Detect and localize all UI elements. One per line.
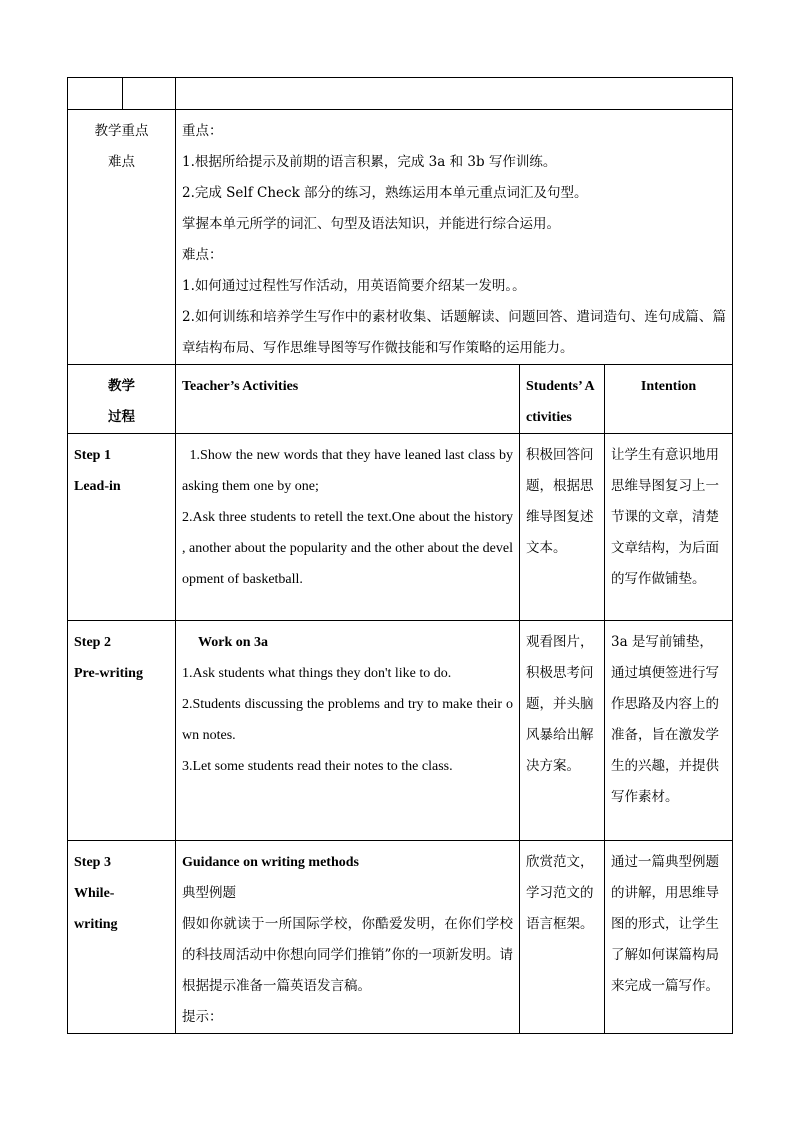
process-label bbox=[68, 365, 176, 434]
step-name-line2: Lead-in bbox=[74, 479, 121, 494]
step-row bbox=[68, 841, 733, 1034]
teacher-line: 提示： bbox=[182, 1009, 223, 1025]
step-row bbox=[68, 621, 733, 841]
students-activities-header: Students’ Activities bbox=[520, 365, 605, 434]
lesson-plan-table bbox=[67, 77, 733, 1034]
step-name-line3: writing bbox=[74, 917, 118, 932]
header-cell-content bbox=[176, 78, 733, 110]
focus-label-line2: 难点 bbox=[108, 154, 135, 170]
step-name-line1: Step 1 bbox=[74, 448, 111, 463]
header-cell-1 bbox=[68, 78, 123, 110]
focus-line: 2.如何训练和培养学生写作中的素材收集、话题解读、问题回答、遣词造句、连句成篇、篇章结构布局、写作思维导图等写作微技能和写作策略的运用能力。 bbox=[182, 309, 727, 356]
process-header-row bbox=[68, 365, 733, 434]
header-cell-2 bbox=[123, 78, 176, 110]
teacher-line: 2.Students discussing the problems and try to make their own notes. bbox=[182, 697, 513, 743]
step-teacher-activities bbox=[176, 621, 520, 841]
focus-line: 掌握本单元所学的词汇、句型及语法知识，并能进行综合运用。 bbox=[182, 216, 560, 232]
step-intention: 通过一篇典型例题的讲解，用思维导图的形式，让学生了解如何谋篇构局来完成一篇写作。 bbox=[605, 841, 733, 1034]
teacher-line: 2.Ask three students to retell the text.One about the history , another about the popularity and the other about the development of basketball. bbox=[182, 510, 513, 587]
focus-line: 难点： bbox=[182, 247, 223, 263]
focus-row bbox=[68, 110, 733, 365]
step-name bbox=[68, 434, 176, 621]
step-intention: 3a 是写前铺垫，通过填便签进行写作思路及内容上的准备，旨在激发学生的兴趣，并提供写作素材。 bbox=[605, 621, 733, 841]
step-name-line1: Step 3 bbox=[74, 855, 111, 870]
step-students-activities: 欣赏范文，学习范文的语言框架。 bbox=[520, 841, 605, 1034]
teacher-title: Work on 3a bbox=[198, 635, 269, 650]
step-row bbox=[68, 434, 733, 621]
step-students-activities: 积极回答问题，根据思维导图复述文本。 bbox=[520, 434, 605, 621]
step-name-line2: While- bbox=[74, 886, 115, 901]
process-label-line1: 教学 bbox=[108, 378, 135, 394]
step-teacher-activities bbox=[176, 841, 520, 1034]
teacher-line: 假如你就读于一所国际学校，你酷爱发明，在你们学校的科技周活动中你想向同学们推销”你的一项新发明。请根据提示准备一篇英语发言稿。 bbox=[182, 916, 513, 994]
step-intention: 让学生有意识地用思维导图复习上一节课的文章，清楚文章结构，为后面的写作做铺垫。 bbox=[605, 434, 733, 621]
teacher-title: Guidance on writing methods bbox=[182, 855, 359, 870]
focus-line: 1.如何通过过程性写作活动，用英语简要介绍某一发明。。 bbox=[182, 278, 526, 294]
focus-line: 1.根据所给提示及前期的语言积累，完成 3a 和 3b 写作训练。 bbox=[182, 154, 557, 170]
teacher-line: 典型例题 bbox=[182, 885, 236, 901]
step-name bbox=[68, 841, 176, 1034]
step-students-activities: 观看图片，积极思考问题，并头脑风暴给出解决方案。 bbox=[520, 621, 605, 841]
step-name bbox=[68, 621, 176, 841]
teacher-activities-header: Teacher’s Activities bbox=[176, 365, 520, 434]
teacher-line: 1.Show the new words that they have leaned last class by asking them one by one; bbox=[182, 448, 517, 494]
focus-line: 2.完成 Self Check 部分的练习，熟练运用本单元重点词汇及句型。 bbox=[182, 185, 588, 201]
focus-line: 重点： bbox=[182, 123, 223, 139]
focus-label-line1: 教学重点 bbox=[94, 123, 149, 139]
focus-content bbox=[176, 110, 733, 365]
intention-header: Intention bbox=[605, 365, 733, 434]
focus-label bbox=[68, 110, 176, 365]
step-name-line2: Pre-writing bbox=[74, 666, 143, 681]
step-name-line1: Step 2 bbox=[74, 635, 111, 650]
process-label-line2: 过程 bbox=[108, 409, 135, 425]
header-row bbox=[68, 78, 733, 110]
teacher-line: 1.Ask students what things they don't like to do. bbox=[182, 666, 452, 681]
teacher-line: 3.Let some students read their notes to the class. bbox=[182, 759, 453, 774]
step-teacher-activities bbox=[176, 434, 520, 621]
